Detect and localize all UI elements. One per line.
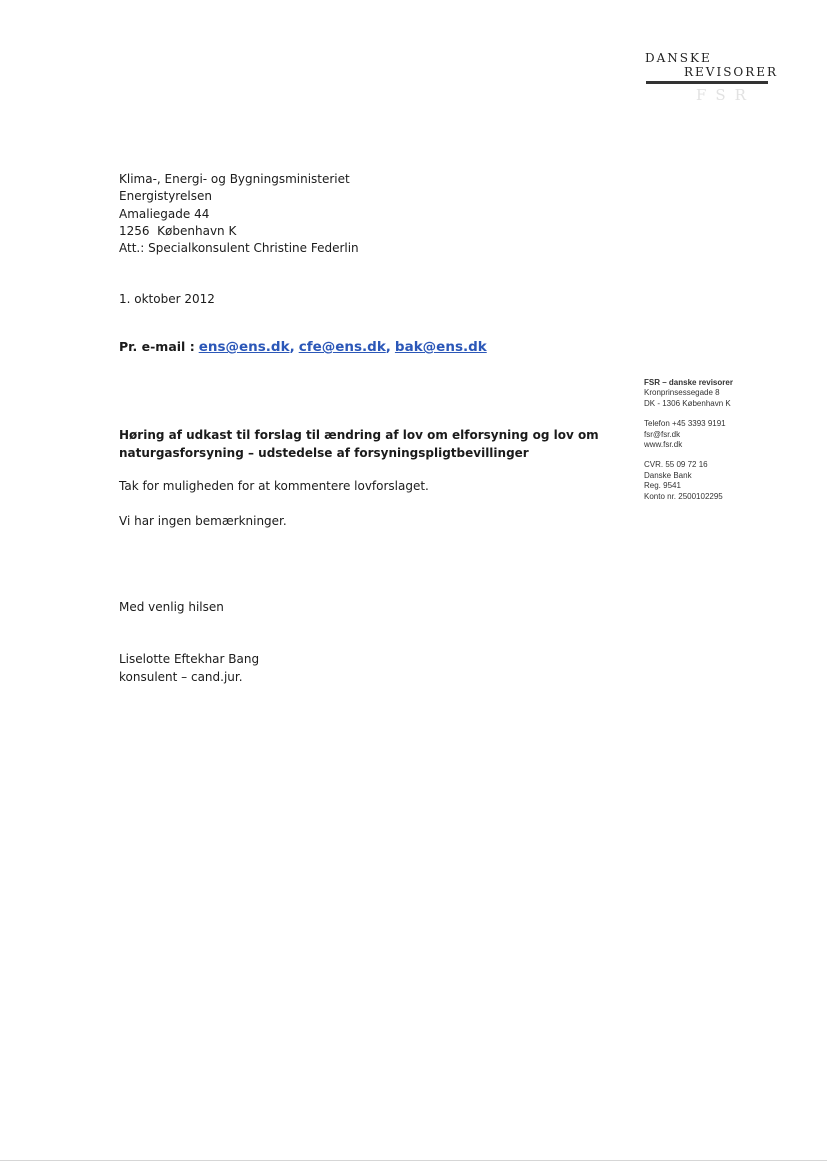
sender-address-block [644, 378, 794, 409]
sender-city: DK - 1306 København K [644, 398, 731, 408]
sender-account: Konto nr. 2500102295 [644, 491, 723, 501]
logo-fsr-mark: FSR [696, 86, 755, 104]
email-link-cfe[interactable]: cfe@ens.dk [298, 339, 386, 355]
body-paragraph: Tak for muligheden for at kommentere lovforslaget. [119, 479, 429, 493]
logo-underline [646, 81, 768, 84]
signer-name: Liselotte Eftekhar Bang [119, 652, 260, 666]
email-line [119, 339, 487, 355]
sender-bank-block [644, 460, 794, 502]
sender-web: www.fsr.dk [644, 440, 683, 450]
email-link-bak[interactable]: bak@ens.dk [394, 339, 487, 355]
subject-line: Høring af udkast til forslag til ændring af lov om elforsyning og lov om [119, 428, 599, 442]
letter-subject [119, 427, 609, 462]
closing-greeting: Med venlig hilsen [119, 600, 224, 614]
recipient-line: Energistyrelsen [119, 189, 212, 204]
email-prefix: Pr. e-mail : [119, 339, 195, 354]
body-paragraph: Vi har ingen bemærkninger. [119, 514, 287, 528]
signer-title: konsulent – cand.jur. [119, 669, 243, 684]
sender-bank: Danske Bank [644, 470, 692, 480]
sender-email: fsr@fsr.dk [644, 429, 681, 439]
recipient-line: Att.: Specialkonsulent Christine Federlin [119, 241, 359, 256]
email-separator: , [289, 339, 295, 355]
sender-info-sidebar [644, 378, 794, 512]
email-separator: , [385, 339, 391, 355]
sender-reg: Reg. 9541 [644, 481, 681, 491]
sender-contact-block [644, 419, 794, 450]
danske-revisorer-logo [630, 48, 779, 110]
subject-line: naturgasforsyning – udstedelse af forsyningspligtbevillinger [119, 445, 529, 460]
sender-org: FSR – danske revisorer [644, 378, 733, 387]
signature-block [119, 651, 259, 686]
logo-text-revisorer: REVISORER [684, 65, 779, 79]
letter-date: 1. oktober 2012 [119, 292, 215, 306]
sender-cvr: CVR. 55 09 72 16 [644, 460, 708, 470]
sender-phone: Telefon +45 3393 9191 [644, 419, 726, 429]
recipient-address [119, 171, 359, 257]
sender-street: Kronprinsessegade 8 [644, 388, 720, 398]
logo-text-danske: DANSKE [645, 51, 712, 65]
recipient-line: 1256 København K [119, 223, 237, 238]
email-link-ens[interactable]: ens@ens.dk [198, 339, 290, 355]
recipient-line: Klima-, Energi- og Bygningsministeriet [119, 172, 350, 186]
recipient-line: Amaliegade 44 [119, 206, 210, 221]
page-bottom-edge [0, 1160, 827, 1161]
